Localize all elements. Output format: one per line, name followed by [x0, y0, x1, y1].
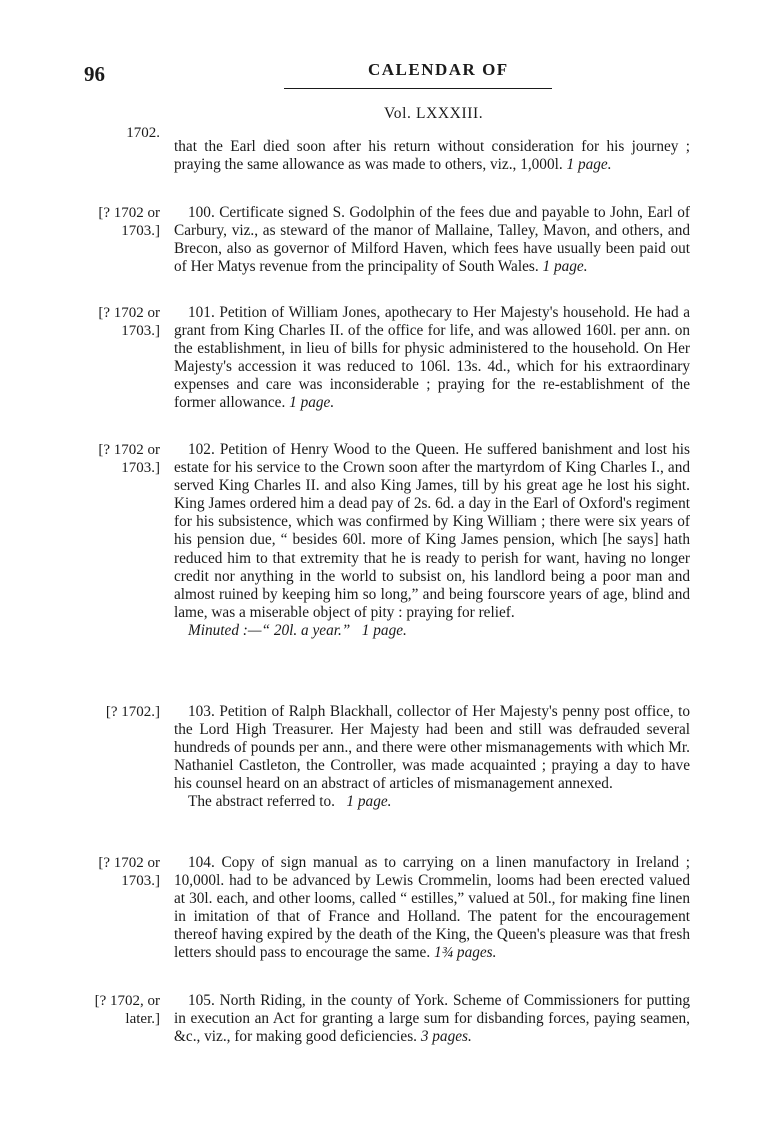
margin-date — [88, 304, 160, 340]
page-count: 1 page. — [566, 156, 612, 174]
entry-body: Certificate signed S. Godolphin of the fees due and payable to John, Earl of Carbury, viz., as steward of the manor of Mallaine, Talley, Mavon, and others, and Brecon, also as governor of Milford Haven, which fees have usually been paid out of Her Matys revenue from the principality of South Wales. — [174, 204, 690, 276]
entry-text — [174, 992, 690, 1046]
page-count: 1 page. — [542, 258, 588, 276]
page-count: 1 page. — [346, 793, 392, 811]
entry-body: that the Earl died soon after his return without consideration for his journey ; praying the same allowance as was made to others, viz., 1,000l. — [174, 138, 690, 174]
margin-date-line: [? 1702 or — [98, 205, 160, 221]
running-title: CALENDAR OF — [368, 60, 509, 79]
abstract-note: The abstract referred to. — [188, 793, 335, 811]
entry-text — [174, 854, 690, 963]
minuted-note: Minuted :—“ 20l. a year.” — [188, 621, 351, 639]
margin-date-line: 1703.] — [121, 460, 160, 477]
entry-number: 105. — [188, 992, 215, 1009]
margin-date-line: [? 1702, or — [94, 993, 160, 1009]
margin-date-line: 1703.] — [121, 223, 160, 240]
margin-date-line: 1703.] — [121, 873, 160, 890]
entry-number: 104. — [188, 854, 215, 871]
entry-number: 100. — [188, 204, 215, 221]
entry-body: Petition of Ralph Blackhall, collector of Her Majesty's penny post office, to the Lord High Treasurer. Her Majesty had been and still was defrauded several hundreds of pounds per ann., and there were other mismanagements with which Mr. Nathaniel Castleton, the Controller, was made acquainted ; praying a day to have his counsel heard on an abstract of articles of mismanagement annexed. — [174, 703, 690, 793]
entry-number: 101. — [188, 304, 215, 321]
entry-number: 102. — [188, 441, 215, 458]
margin-date — [88, 992, 160, 1028]
entry-body: Copy of sign manual as to carrying on a linen manufactory in Ireland ; 10,000l. had to be advanced by Lewis Crommelin, looms had been erected valued at 30l. each, and other looms, called “ estilles,” valued at 50l., for making fine linen in imitation of that of France and Holland. The patent for the encouragement thereof having expired by the death of the King, the Queen's pleasure was that fresh letters should pass to encourage the same. — [174, 854, 690, 962]
entry-text — [174, 204, 690, 276]
margin-date: 1702. — [126, 125, 160, 141]
entry-body: North Riding, in the county of York. Scheme of Commissioners for putting in execution an Act for granting a large sum for disbanding forces, paying seamen, &c., viz., for making good deficiencies. — [174, 992, 690, 1046]
entry-body: Petition of William Jones, apothecary to Her Majesty's household. He had a grant from King Charles II. of the office for life, and was allowed 160l. per ann. on the establishment, in lieu of bills for physic administered to the household. On Her Majesty's accession it was reduced to 106l. 13s. 4d., which for his extraordinary expenses and care was inconsiderable ; praying for the re-establishment of the former allowance. — [174, 304, 690, 412]
margin-date — [88, 204, 160, 240]
page-count: 1¾ pages. — [433, 944, 497, 962]
margin-date-line: [? 1702 or — [98, 855, 160, 871]
entry-text — [174, 441, 690, 640]
page-count: 1 page. — [361, 621, 407, 639]
margin-date-line: [? 1702 or — [98, 442, 160, 458]
margin-date-line: 1703.] — [121, 323, 160, 340]
entry-body: Petition of Henry Wood to the Queen. He suffered banishment and lost his estate for his service to the Crown soon after the martyrdom of King Charles I., and served King Charles II. and also King James, till by his great age he lost his sight. King James ordered him a dead pay of 2s. 6d. a day in the Earl of Oxford's regiment for his subsistence, which was confirmed by King William ; there were six years of his pension due, “ besides 60l. more of King James pension, which [he says] hath reduced him to that extremity that he is ready to perish for want, having no longer credit nor anything in the world to subsist on, his landlord being a poor man and almost ruined by keeping him so long,” and being fourscore years of age, blind and lame, was a miserable object of pity : praying for relief. — [174, 441, 690, 621]
margin-date — [88, 441, 160, 477]
entry-number: 103. — [188, 703, 215, 720]
page-count: 1 page. — [289, 394, 335, 412]
header-rule — [284, 88, 552, 89]
entry-text — [174, 138, 690, 174]
margin-date-line: later.] — [125, 1011, 160, 1028]
volume-heading: Vol. LXXXIII. — [384, 105, 484, 122]
entry-text — [174, 304, 690, 413]
margin-date — [88, 854, 160, 890]
margin-date-line: [? 1702 or — [98, 305, 160, 321]
page-number: 96 — [84, 62, 105, 86]
margin-date: [? 1702.] — [105, 704, 160, 720]
entry-text — [174, 703, 690, 812]
page-count: 3 pages. — [420, 1028, 472, 1046]
